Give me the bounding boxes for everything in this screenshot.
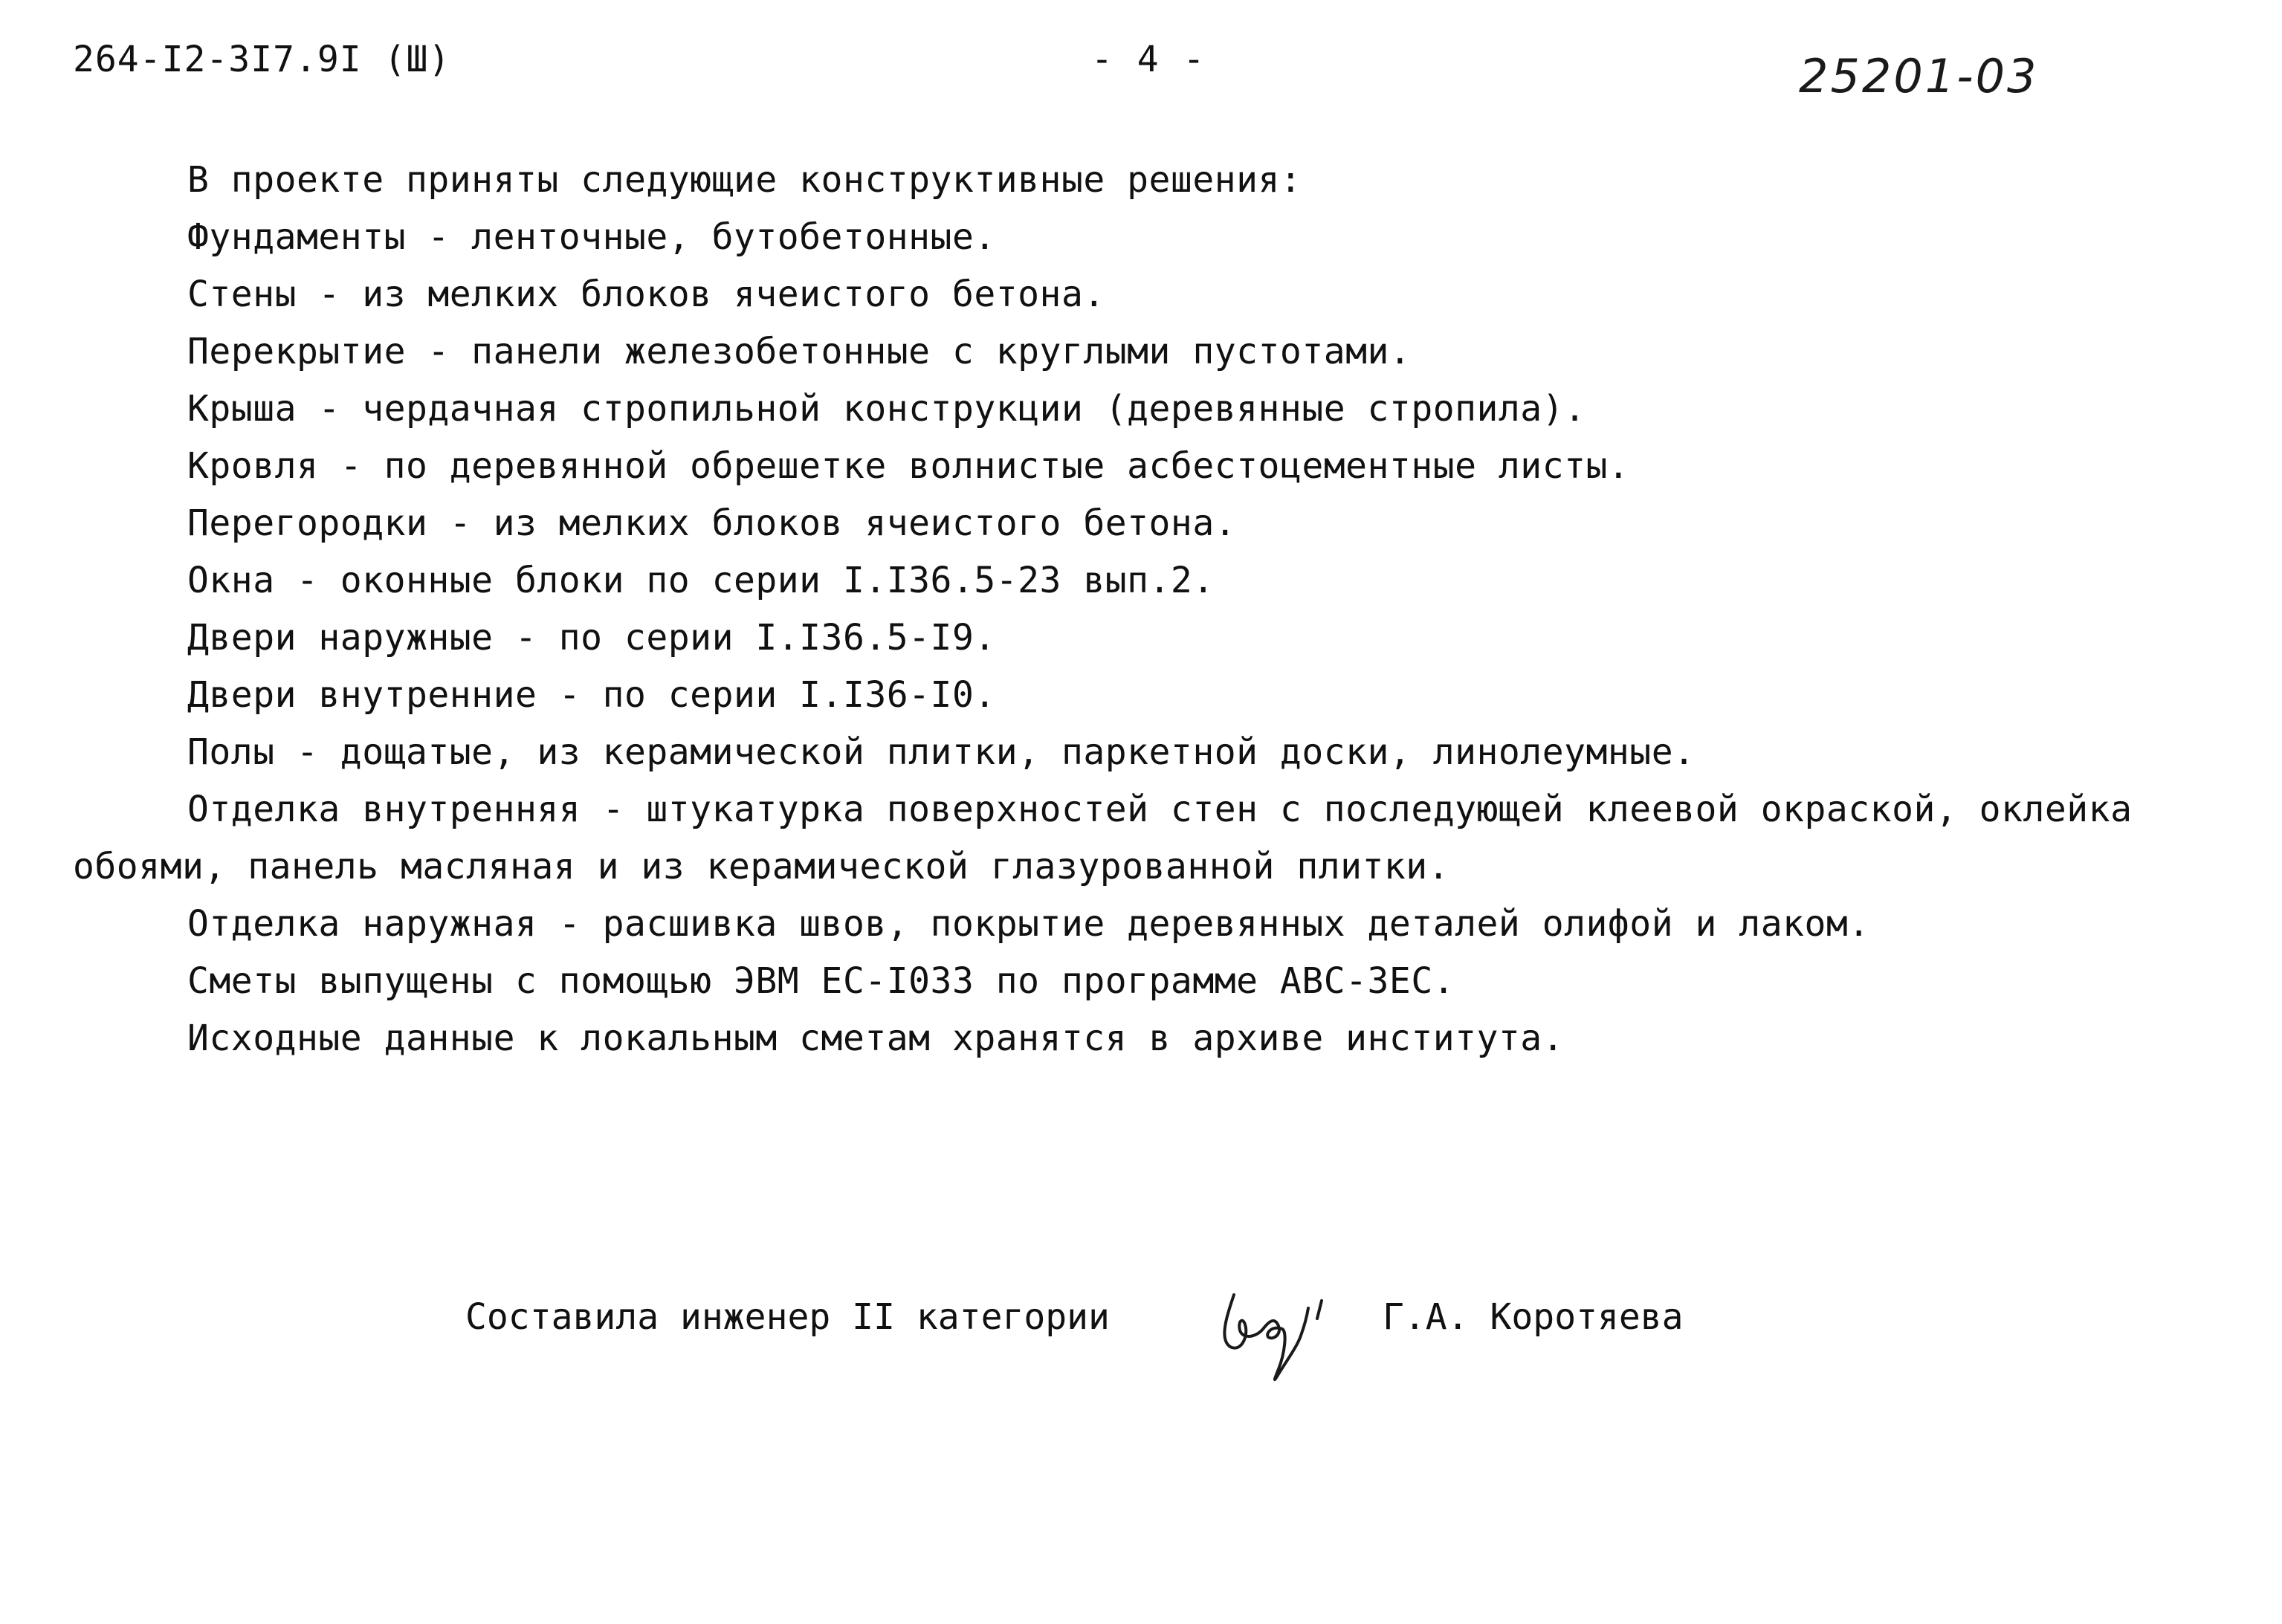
body-line: Кровля - по деревянной обрешетке волнистые асбестоцементные листы. bbox=[187, 445, 1630, 487]
signer-name: Г.А. Коротяева bbox=[1383, 1296, 1684, 1338]
body-line: Окна - оконные блоки по серии I.I36.5-23 вып.2. bbox=[187, 560, 1215, 601]
body-line: Полы - дощатые, из керамической плитки, паркетной доски, линолеумные. bbox=[187, 731, 1696, 773]
page-number: - 4 - bbox=[1091, 39, 1206, 80]
body-line: Отделка наружная - расшивка швов, покрытие деревянных деталей олифой и лаком. bbox=[187, 903, 1870, 945]
document-code: 264-I2-3I7.9I (Ш) bbox=[73, 39, 451, 80]
signer-role: Составила инженер II категории bbox=[465, 1296, 1110, 1338]
body-line: Сметы выпущены с помощью ЭВМ ЕС-I033 по программе АВС-3ЕС. bbox=[187, 960, 1455, 1002]
body-line: обоями, панель масляная и из керамической глазурованной плитки. bbox=[73, 846, 1450, 887]
body-line: Крыша - чердачная стропильной конструкции (деревянные стропила). bbox=[187, 388, 1586, 430]
body-line: Перекрытие - панели железобетонные с круглыми пустотами. bbox=[187, 331, 1412, 372]
body-line: Перегородки - из мелких блоков ячеистого бетона. bbox=[187, 502, 1237, 544]
body-line: Стены - из мелких блоков ячеистого бетона. bbox=[187, 274, 1105, 315]
archive-number: 25201-03 bbox=[1799, 49, 2039, 103]
body-line: Двери наружные - по серии I.I36.5-I9. bbox=[187, 617, 996, 659]
body-line: Двери внутренние - по серии I.I36-I0. bbox=[187, 674, 996, 716]
body-line: Исходные данные к локальным сметам хранятся в архиве института. bbox=[187, 1018, 1565, 1059]
handwritten-signature bbox=[1204, 1265, 1353, 1399]
body-line: Фундаменты - ленточные, бутобетонные. bbox=[187, 216, 996, 258]
body-line: В проекте приняты следующие конструктивные решения: bbox=[187, 159, 1302, 201]
body-line: Отделка внутренняя - штукатурка поверхностей стен с последующей клеевой окраской, оклейка bbox=[187, 789, 2133, 830]
